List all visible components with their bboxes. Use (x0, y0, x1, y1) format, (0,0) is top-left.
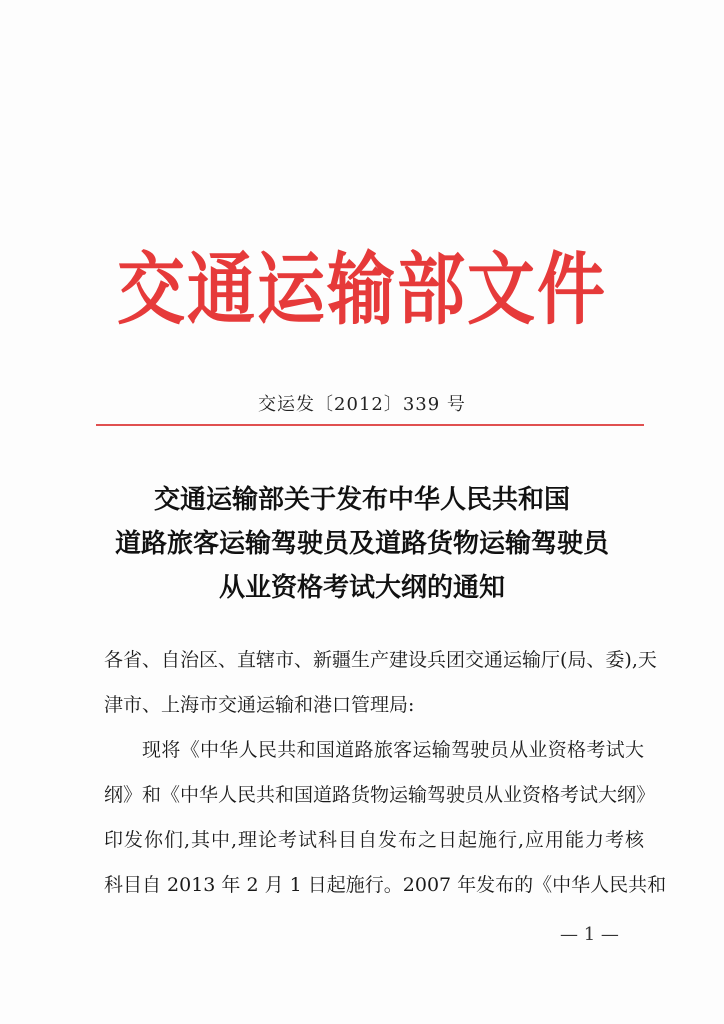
agency-header: 交通运输部文件 (116, 245, 607, 336)
title-line: 道路旅客运输驾驶员及道路货物运输驾驶员 (114, 529, 609, 559)
body-line: 科目自 2013 年 2 月 1 日起施行。2007 年发布的《中华人民共和 (104, 874, 667, 896)
body-line: 各省、自治区、直辖市、新疆生产建设兵团交通运输厅(局、委),天 (104, 649, 657, 671)
title-line: 交通运输部关于发布中华人民共和国 (153, 485, 570, 515)
page-number: — 1 — (560, 924, 619, 945)
body-line: 纲》和《中华人民共和国道路货物运输驾驶员从业资格考试大纲》 (104, 784, 656, 806)
header-divider (96, 424, 644, 426)
body-line: 印发你们,其中,理论考试科目自发布之日起施行,应用能力考核 (104, 829, 644, 851)
body-line: 津市、上海市交通运输和港口管理局: (104, 694, 415, 716)
body-line: 现将《中华人民共和国道路旅客运输驾驶员从业资格考试大 (142, 739, 644, 761)
document-title (0, 478, 724, 610)
document-body (104, 638, 667, 908)
document-number: 交运发〔2012〕339 号 (258, 394, 466, 415)
title-line: 从业资格考试大纲的通知 (218, 573, 505, 603)
